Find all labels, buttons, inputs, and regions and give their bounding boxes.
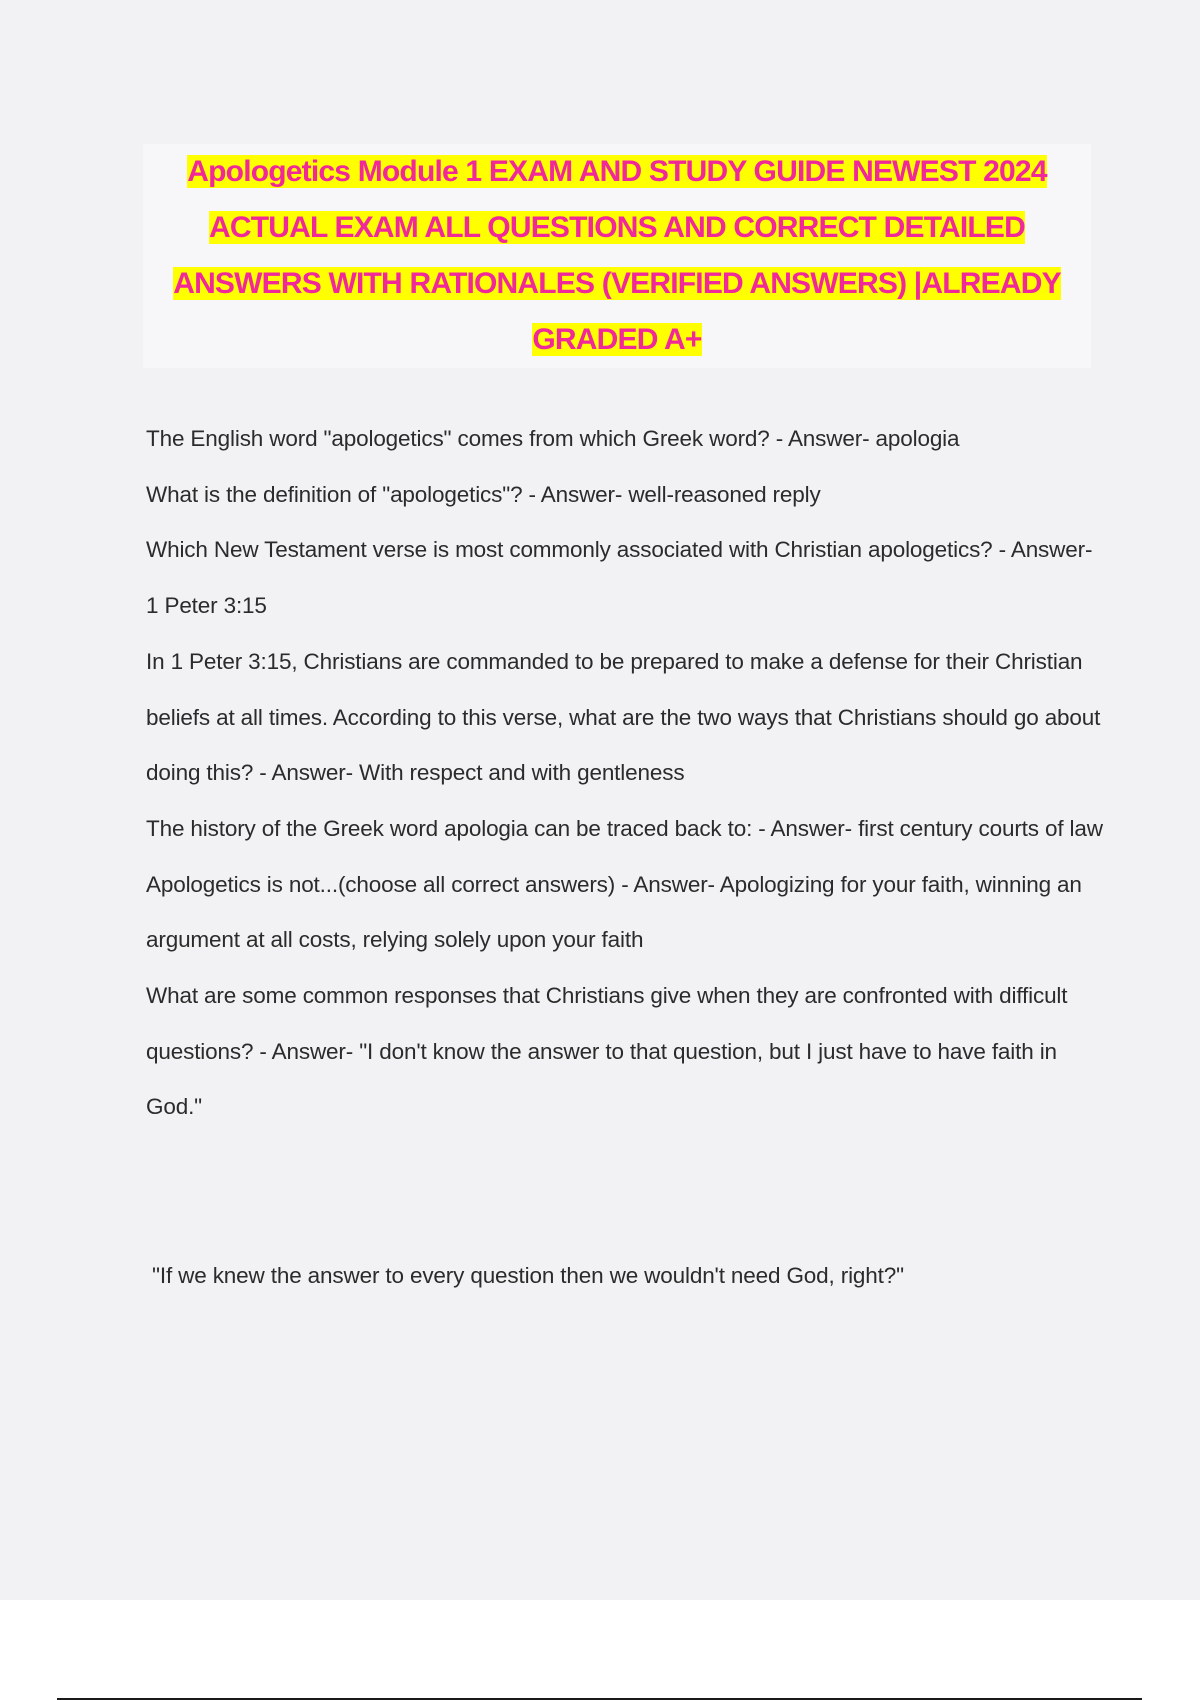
quote-line: "If we knew the answer to every question then we wouldn't need God, right?": [152, 1263, 904, 1288]
title-highlight: Apologetics Module 1 EXAM AND STUDY GUIDE NEWEST 2024 ACTUAL EXAM ALL QUESTIONS AND CORRECT DETAILED ANSWERS WITH RATIONALES (VERIFIED ANSWERS) |ALREADY GRADED A+: [173, 155, 1061, 356]
qa-item: In 1 Peter 3:15, Christians are commanded to be prepared to make a defense for their Christian beliefs at all times. According to this verse, what are the two ways that Christians should go about doing this? - Answer- With respect and with gentleness: [146, 648, 1101, 786]
qa-item: What is the definition of "apologetics"? - Answer- well-reasoned reply: [146, 481, 821, 507]
qa-item: The English word "apologetics" comes from which Greek word? - Answer- apologia: [146, 426, 960, 451]
document-title: [143, 144, 1091, 368]
qa-item: What are some common responses that Christians give when they are confronted with difficult questions? - Answer- "I don't know the answer to that question, but I just have to have faith in God.": [146, 983, 1068, 1120]
qa-item: Apologetics is not...(choose all correct answers) - Answer- Apologizing for your faith, winning an argument at all costs, relying solely upon your faith: [146, 871, 1082, 953]
qa-list: [146, 411, 1106, 1135]
qa-item: The history of the Greek word apologia can be traced back to: - Answer- first century courts of law: [146, 815, 1103, 841]
qa-item: Which New Testament verse is most commonly associated with Christian apologetics? - Answer- 1 Peter 3:15: [146, 537, 1093, 619]
